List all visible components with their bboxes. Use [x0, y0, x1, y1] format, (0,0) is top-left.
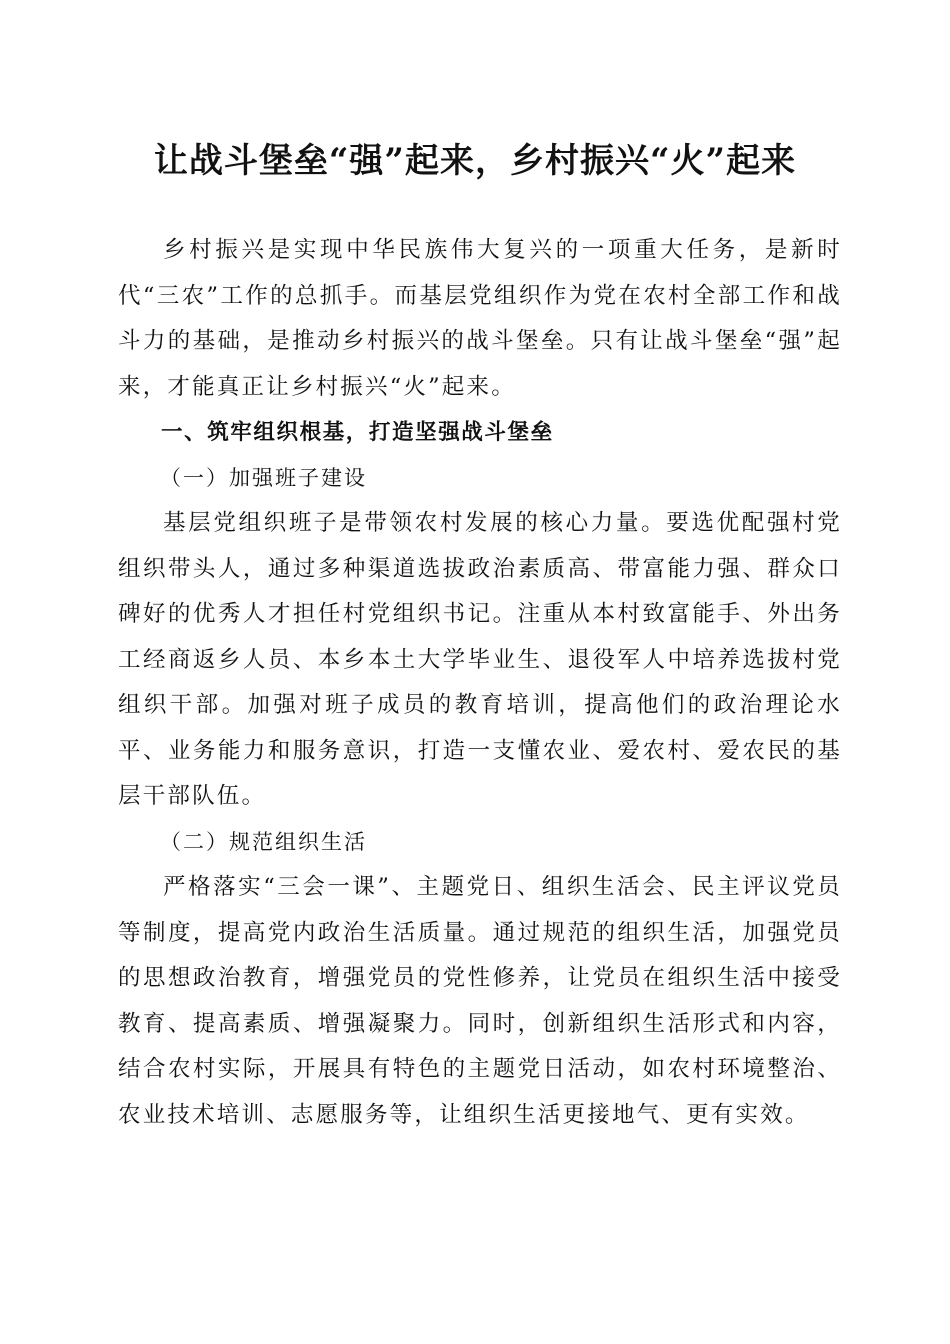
document-title: 让战斗堡垒“强”起来，乡村振兴“火”起来 — [153, 141, 797, 181]
document-body — [118, 228, 842, 1138]
subsection-heading-2: （二）规范组织生活 — [160, 829, 367, 854]
subsection-paragraph-1: 基层党组织班子是带领农村发展的核心力量。要选优配强村党组织带头人，通过多种渠道选拔政治素质高、带富能力强、群众口碑好的优秀人才担任村党组织书记。注重从本村致富能手、外出务工经商返乡人员、本乡本土大学毕业生、退役军人中培养选拔村党组织干部。加强对班子成员的教育培训，提高他们的政治理论水平、业务能力和服务意识，打造一支懂农业、爱农村、爱农民的基层干部队伍。 — [118, 510, 842, 809]
section-heading-1: 一、筑牢组织根基，打造坚强战斗堡垒 — [161, 420, 554, 445]
subsection-paragraph-2: 严格落实“三会一课”、主题党日、组织生活会、民主评议党员等制度，提高党内政治生活质量。通过规范的组织生活，加强党员的思想政治教育，增强党员的党性修养，让党员在组织生活中接受教育、提高素质、增强凝聚力。同时，创新组织生活形式和内容，结合农村实际，开展具有特色的主题党日活动，如农村环境整治、农业技术培训、志愿服务等，让组织生活更接地气、更有实效。 — [118, 874, 842, 1128]
intro-paragraph: 乡村振兴是实现中华民族伟大复兴的一项重大任务，是新时代“三农”工作的总抓手。而基层党组织作为党在农村全部工作和战斗力的基础，是推动乡村振兴的战斗堡垒。只有让战斗堡垒“强”起来，才能真正让乡村振兴“火”起来。 — [118, 237, 842, 400]
subsection-heading-1: （一）加强班子建设 — [160, 465, 367, 490]
